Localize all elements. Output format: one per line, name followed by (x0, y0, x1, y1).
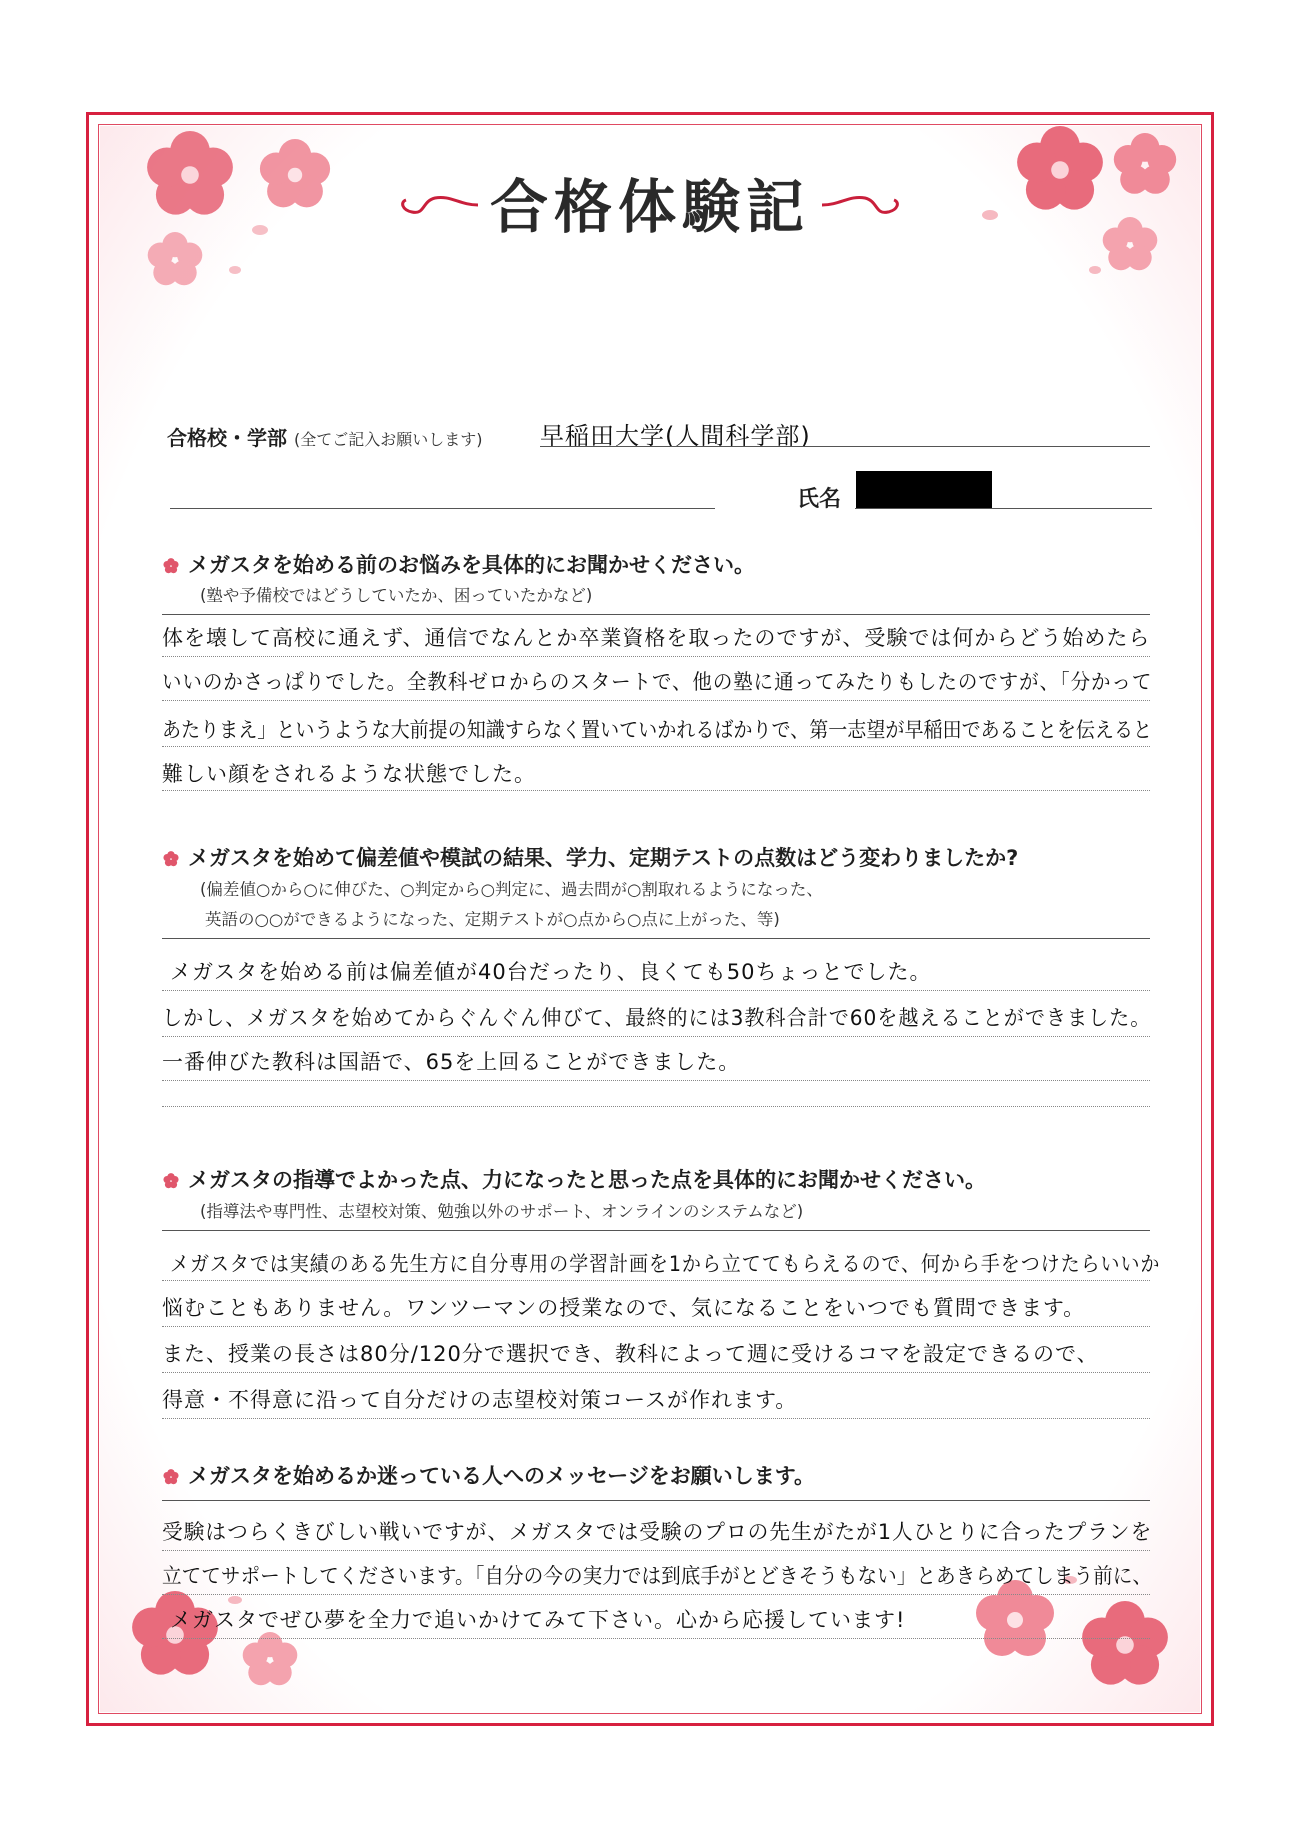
answer-3-line-4: 得意・不得意に沿って自分だけの志望校対策コースが作れます。 (162, 1388, 798, 1412)
question-3 (162, 1164, 986, 1194)
answer-4-rule-1 (162, 1550, 1150, 1551)
blossom-icon (162, 557, 180, 575)
blossom-icon (162, 1172, 180, 1190)
answer-4-line-3: メガスタでぜひ夢を全力で追いかけてみて下さい。心から応援しています! (170, 1608, 906, 1632)
answer-2-rule-3 (162, 1080, 1150, 1081)
answer-4-rule-3 (162, 1638, 1150, 1639)
redacted-name (856, 471, 992, 509)
page-title: 合格体験記 (489, 173, 810, 241)
answer-2-rule-4 (162, 1106, 1150, 1107)
title-swirl-right (820, 190, 910, 220)
question-1 (162, 549, 755, 579)
question-3-text: メガスタの指導でよかった点、力になったと思った点を具体的にお聞かせください。 (188, 1168, 986, 1192)
blossom-icon (162, 1468, 180, 1486)
question-1-note: (塾や予備校ではどうしていたか、困っていたかなど) (200, 586, 593, 605)
question-1-text: メガスタを始める前のお悩みを具体的にお聞かせください。 (188, 553, 755, 577)
blank-underline (170, 508, 715, 509)
school-underline (540, 446, 1150, 447)
answer-2-line-3: 一番伸びた教科は国語で、65を上回ることができました。 (162, 1050, 741, 1074)
answer-1-rule-1 (162, 656, 1150, 657)
answer-1-line-2: いいのかさっぱりでした。全教科ゼロからのスタートで、他の塾に通ってみたりもしたのですが、「分かって (162, 670, 1153, 694)
answer-4-line-1: 受験はつらくきびしい戦いですが、メガスタでは受験のプロの先生がたが1人ひとりに合ったプランを (162, 1520, 1153, 1544)
question-2-note-1: (偏差値○から○に伸びた、○判定から○判定に、過去問が○割取れるようになった、 (200, 880, 823, 899)
blossom-icon (162, 850, 180, 868)
answer-3-rule-2 (162, 1326, 1150, 1327)
answer-1-line-3: あたりまえ」というような大前提の知識すらなく置いていかれるばかりで、第一志望が早稲田であることを伝えると (162, 718, 1153, 742)
answer-4-top-line (162, 1500, 1150, 1501)
name-label: 氏名 (797, 487, 842, 512)
answer-1-top-line (162, 614, 1150, 615)
answer-1-line-4: 難しい顔をされるような状態でした。 (162, 762, 536, 786)
question-3-note: (指導法や専門性、志望校対策、勉強以外のサポート、オンラインのシステムなど) (200, 1202, 804, 1221)
answer-4-rule-2 (162, 1594, 1150, 1595)
school-label-row (167, 422, 482, 451)
answer-3-rule-1 (162, 1280, 1150, 1281)
question-4 (162, 1460, 815, 1490)
school-note: (全てご記入お願いします) (293, 430, 483, 449)
name-underline (855, 508, 1152, 509)
answer-3-top-line (162, 1230, 1150, 1231)
question-2-text: メガスタを始めて偏差値や模試の結果、学力、定期テストの点数はどう変わりましたか? (188, 846, 1019, 870)
title-area (0, 160, 1300, 244)
answer-2-top-line (162, 938, 1150, 939)
answer-3-line-3: また、授業の長さは80分/120分で選択でき、教科によって週に受けるコマを設定できるので、 (162, 1342, 1099, 1366)
answer-1-rule-4 (162, 790, 1150, 791)
answer-4-line-2: 立ててサポートしてくださいます。「自分の今の実力では到底手がとどきそうもない」とあきらめてしまう前に、 (162, 1564, 1153, 1588)
school-label: 合格校・学部 (167, 426, 287, 450)
answer-2-line-2: しかし、メガスタを始めてからぐんぐん伸びて、最終的には3教科合計で60を越えることができました。 (162, 1006, 1152, 1030)
answer-3-line-1: メガスタでは実績のある先生方に自分専用の学習計画を1から立ててもらえるので、何から手をつけたらいいか (170, 1252, 1161, 1276)
answer-1-line-1: 体を壊して高校に通えず、通信でなんとか卒業資格を取ったのですが、受験では何からどう始めたら (162, 626, 1151, 650)
answer-3-rule-4 (162, 1418, 1150, 1419)
school-value: 早稲田大学(人間科学部) (540, 422, 811, 450)
answer-3-line-2: 悩むこともありません。ワンツーマンの授業なので、気になることをいつでも質問できます。 (162, 1296, 1086, 1320)
answer-2-line-1: メガスタを始める前は偏差値が40台だったり、良くても50ちょっとでした。 (170, 960, 932, 984)
question-4-text: メガスタを始めるか迷っている人へのメッセージをお願いします。 (188, 1464, 816, 1488)
question-2 (162, 842, 1018, 872)
answer-3-rule-3 (162, 1372, 1150, 1373)
answer-2-rule-2 (162, 1036, 1150, 1037)
answer-1-rule-2 (162, 700, 1150, 701)
question-2-note-2: 英語の○○ができるようになった、定期テストが○点から○点に上がった、等) (205, 910, 780, 929)
answer-2-rule-1 (162, 990, 1150, 991)
answer-1-rule-3 (162, 746, 1150, 747)
